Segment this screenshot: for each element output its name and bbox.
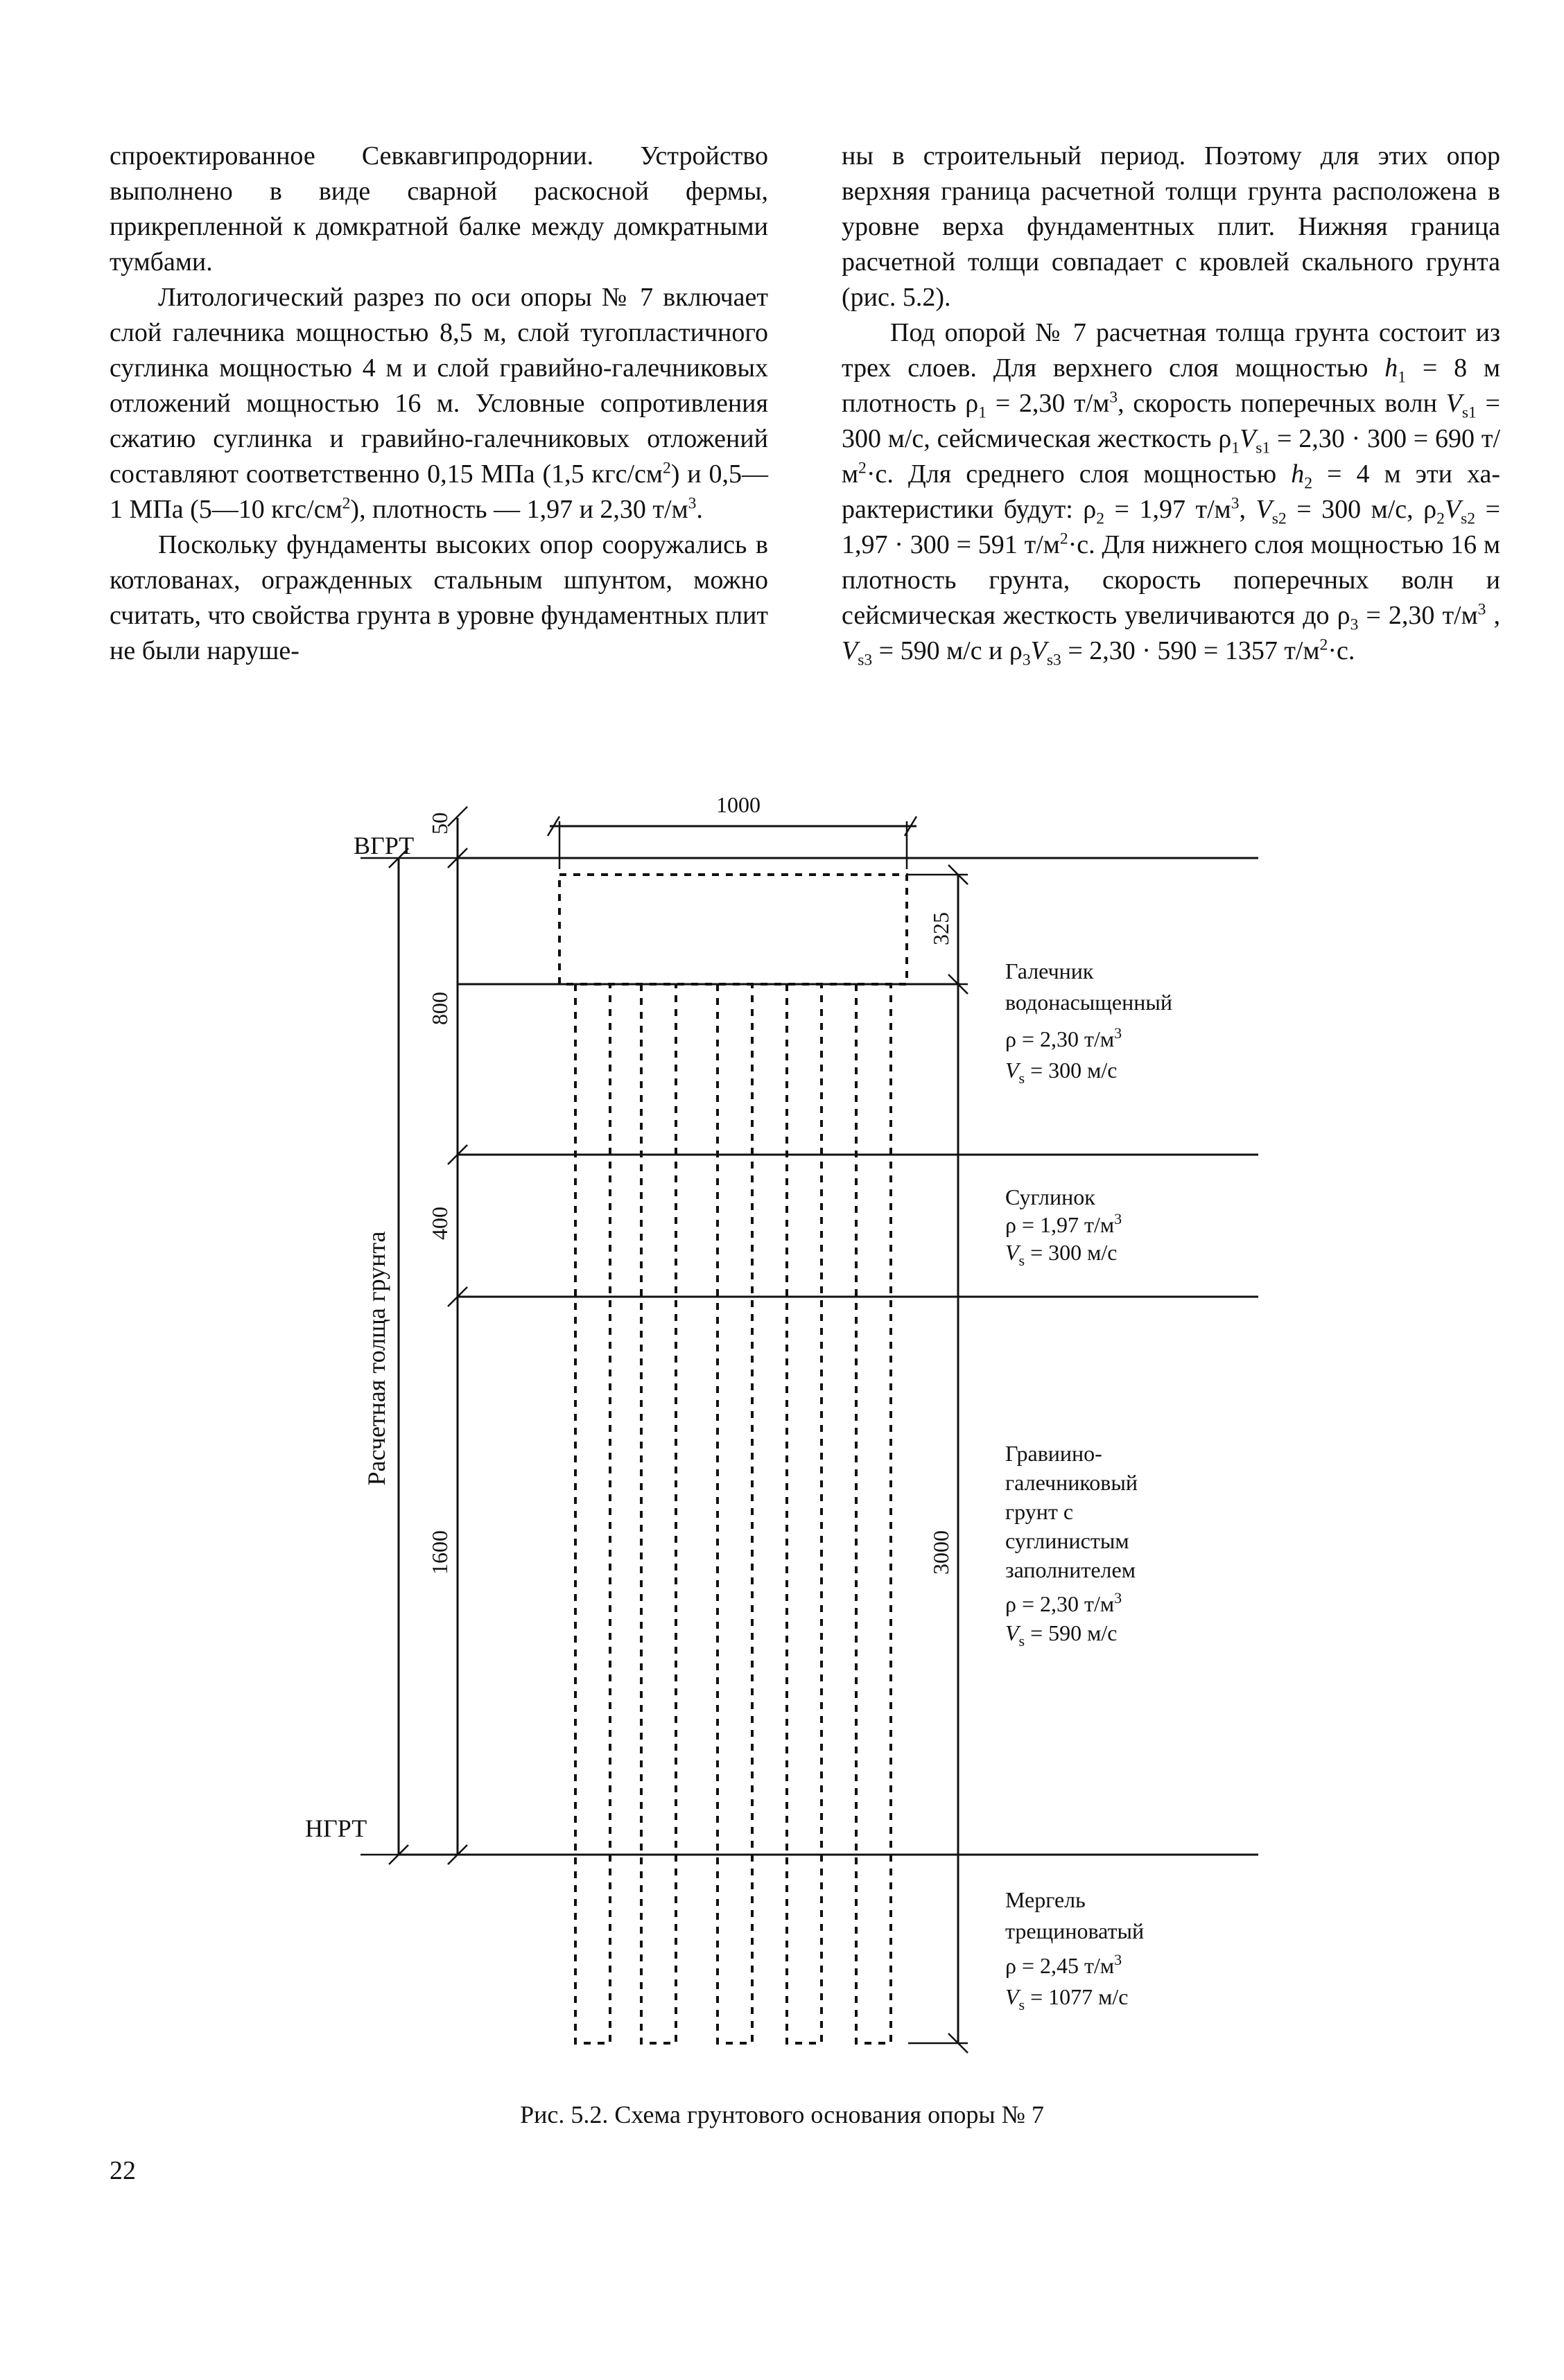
pile bbox=[856, 984, 891, 2043]
svg-text:галечниковый: галечниковый bbox=[1005, 1470, 1138, 1495]
svg-text:Галечник: Галечник bbox=[1005, 959, 1094, 983]
svg-text:Vs = 300 м/с: $V_s = 300$ м/с bbox=[1005, 1058, 1118, 1087]
left-text-column bbox=[110, 139, 768, 669]
foundation-plate bbox=[559, 875, 907, 984]
svg-text:ρ = 1,97 т/м3: ρ = 1,97 $т/м^3$ bbox=[1005, 1210, 1122, 1237]
figure-caption: Рис. 5.2. Схема грунтового основания опоры № 7 bbox=[520, 2101, 1044, 2128]
layer-label-gravel bbox=[1005, 959, 1172, 1087]
pile bbox=[718, 984, 752, 2043]
piles bbox=[575, 984, 891, 2043]
pile bbox=[641, 984, 676, 2043]
label-ngrt: НГРТ bbox=[305, 1814, 367, 1842]
svg-text:Vs = 1077 м/с: $V_s = 1077$ м/с bbox=[1005, 1984, 1129, 2013]
right-text-column bbox=[842, 139, 1500, 669]
soil-foundation-diagram bbox=[0, 762, 1564, 2121]
paragraph: Под опорой № 7 расчетная толща грунта состоит из трех слоев. Для верхнего слоя мощностью $h_1 = 8$ м плотность $\rho_1 = 2,30$ $т/м^3$, скорость поперечных волн $V_{s1} = 300$ м/с, сейсмическая жесткость $\rho_1V_{s1} = 2,30 \cdot 300 = 690$ $т/м^2\cdot с$. Для среднего слоя мощностью $h_2 = 4$ м эти характеристики будут: $\rho_2 = 1,97$ $т/м^3$, $V_{s2} = 300$ м/с, $\rho_2V_{s2} = 1,97 \cdot 300 = 591$ $т/м^2\cdot с$. Для нижнего слоя мощностью 16 м плотность грунта, скорость поперечных волн и сейсмическая жесткость увеличиваются до $\rho_3 = 2,30$ $т/м^3$ , $V_{s3} = 590$ м/с и $\rho_3V_{s3} = 2,30 \cdot 590 = 1357$ $т/м^2\cdot с$. bbox=[842, 318, 1501, 670]
svg-text:ρ = 2,45 т/м3: ρ = 2,45 $т/м^3$ bbox=[1005, 1951, 1122, 1978]
svg-text:Vs = 300 м/с: $V_s = 300$ м/с bbox=[1005, 1240, 1118, 1269]
dim-400: 400 bbox=[427, 1207, 452, 1240]
dim-1000: 1000 bbox=[716, 792, 761, 817]
svg-text:Суглинок: Суглинок bbox=[1005, 1184, 1095, 1209]
dim-50: 50 bbox=[427, 812, 452, 834]
paragraph: ны в строительный период. Поэтому для этих опор верхняя граница расчетной толщи грунта расположена в уровне верха фундаментных плит. Нижняя граница расчетной толщи совпадает с кровлей скального грунта (рис. 5.2). bbox=[842, 141, 1500, 312]
label-design-thickness: Расчетная толща грунта bbox=[363, 1231, 390, 1486]
svg-text:заполнителем: заполнителем bbox=[1005, 1557, 1136, 1582]
svg-text:Vs = 590 м/с: $V_s = 590$ м/с bbox=[1005, 1620, 1118, 1650]
label-vgrt: ВГРТ bbox=[354, 832, 415, 859]
dim-3000: 3000 bbox=[928, 1530, 953, 1575]
svg-text:ρ = 2,30 т/м3: ρ = 2,30 $т/м^3$ bbox=[1005, 1024, 1122, 1051]
layer-label-gravel-loam bbox=[1005, 1441, 1138, 1650]
svg-text:суглинистым: суглинистым bbox=[1005, 1528, 1129, 1553]
page-number: 22 bbox=[110, 2156, 136, 2185]
layer-label-loam bbox=[1005, 1184, 1122, 1269]
svg-text:ρ = 2,30 т/м3: ρ = 2,30 $т/м^3$ bbox=[1005, 1589, 1122, 1616]
svg-text:Мергель: Мергель bbox=[1005, 1887, 1086, 1912]
layer-label-marl bbox=[1005, 1887, 1144, 2013]
pile bbox=[575, 984, 610, 2043]
svg-text:водонасыщенный: водонасыщенный bbox=[1005, 990, 1172, 1015]
svg-text:грунт с: грунт с bbox=[1005, 1499, 1074, 1524]
paragraph: спроектированное Севкавгипродорнии. Устройство выполнено в виде сварной раскосной фермы, прикрепленной к домкратной балке между домкратными тумбами. bbox=[110, 141, 768, 277]
svg-text:Гравиино-: Гравиино- bbox=[1005, 1441, 1102, 1466]
paragraph: Поскольку фундаменты высоких опор сооружались в котлованах, огражденных стальным шпунтом, можно считать, что свойства грунта в уровне фундаментных плит не были наруше- bbox=[110, 530, 768, 665]
paragraph: Литологический разрез по оси опоры № 7 включает слой галечника мощностью 8,5 м, слой тугопластичного суглинка мощностью 4 м и слой гравийно-галечниковых отложений мощностью 16 м. Условные сопротивления сжатию суглинка и гравийно-галечниковых отложений составляют соответственно 0,15 МПа (1,5 кгс/$см^2$) и 0,5—1 МПа (5—10 кгс/$см^2$), плотность — 1,97 и 2,30 $т/м^3$. bbox=[110, 283, 768, 524]
pile bbox=[787, 984, 822, 2043]
dim-800: 800 bbox=[427, 992, 452, 1025]
svg-text:трещиноватый: трещиноватый bbox=[1005, 1918, 1145, 1943]
dim-1600: 1600 bbox=[427, 1530, 452, 1575]
dim-325: 325 bbox=[928, 912, 953, 945]
